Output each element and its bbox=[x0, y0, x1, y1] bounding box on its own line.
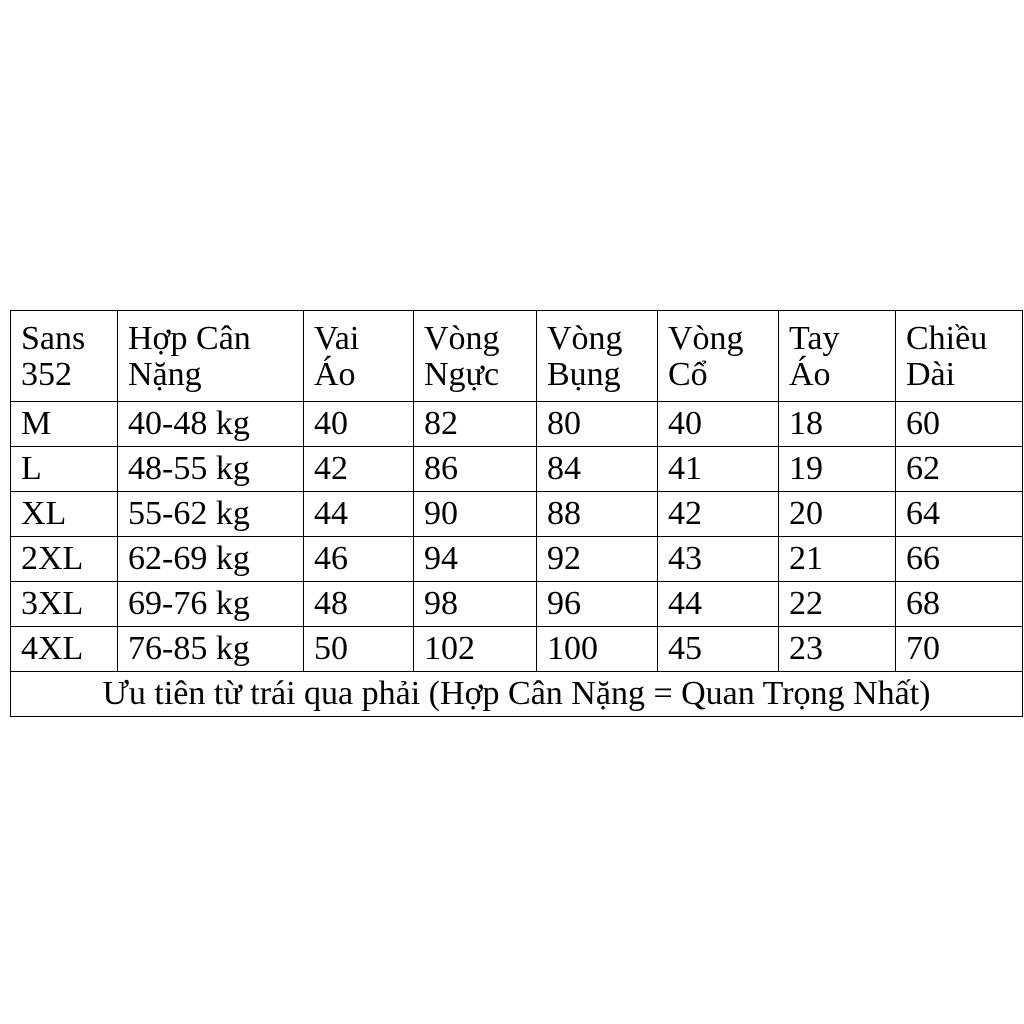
size-chart-body bbox=[11, 311, 1023, 717]
table-cell: 69-76 kg bbox=[118, 582, 304, 627]
header-cell-product bbox=[11, 311, 118, 402]
table-cell: 20 bbox=[779, 492, 896, 537]
header-line: Vòng bbox=[668, 320, 744, 358]
header-cell-sleeve bbox=[779, 311, 896, 402]
header-line: Áo bbox=[789, 356, 831, 393]
table-cell: 98 bbox=[414, 582, 537, 627]
table-cell: 3XL bbox=[11, 582, 118, 627]
header-cell-weight bbox=[118, 311, 304, 402]
footer-row bbox=[11, 672, 1023, 717]
table-cell: 45 bbox=[658, 627, 779, 672]
table-cell: 64 bbox=[896, 492, 1023, 537]
table-cell: 22 bbox=[779, 582, 896, 627]
table-cell: 44 bbox=[304, 492, 414, 537]
table-cell: 46 bbox=[304, 537, 414, 582]
table-cell: 48-55 kg bbox=[118, 447, 304, 492]
table-cell: 40 bbox=[304, 402, 414, 447]
table-cell: 42 bbox=[304, 447, 414, 492]
header-line: Cổ bbox=[668, 356, 708, 393]
table-row bbox=[11, 537, 1023, 582]
table-cell: 55-62 kg bbox=[118, 492, 304, 537]
table-cell: 82 bbox=[414, 402, 537, 447]
table-cell: 2XL bbox=[11, 537, 118, 582]
table-cell: 21 bbox=[779, 537, 896, 582]
header-line: Vòng bbox=[424, 320, 500, 358]
table-cell: 86 bbox=[414, 447, 537, 492]
table-cell: 42 bbox=[658, 492, 779, 537]
table-cell: 68 bbox=[896, 582, 1023, 627]
table-row bbox=[11, 627, 1023, 672]
header-line: Nặng bbox=[128, 356, 202, 393]
header-line: Ngực bbox=[424, 356, 500, 393]
table-cell: M bbox=[11, 402, 118, 447]
header-row bbox=[11, 311, 1023, 402]
table-cell: 94 bbox=[414, 537, 537, 582]
table-row bbox=[11, 582, 1023, 627]
header-line: Dài bbox=[906, 356, 956, 393]
table-cell: 66 bbox=[896, 537, 1023, 582]
table-cell: 19 bbox=[779, 447, 896, 492]
header-line: Vòng bbox=[547, 320, 623, 358]
header-cell-shoulder bbox=[304, 311, 414, 402]
table-cell: 90 bbox=[414, 492, 537, 537]
header-line: Vai bbox=[314, 320, 360, 358]
header-cell-neck bbox=[658, 311, 779, 402]
header-line: Hợp Cân bbox=[128, 320, 251, 358]
table-cell: 76-85 kg bbox=[118, 627, 304, 672]
header-line: Tay bbox=[789, 320, 840, 358]
table-cell: 60 bbox=[896, 402, 1023, 447]
header-line: Chiều bbox=[906, 320, 988, 358]
header-line: Bụng bbox=[547, 356, 621, 393]
table-cell: 23 bbox=[779, 627, 896, 672]
table-row bbox=[11, 492, 1023, 537]
table-cell: XL bbox=[11, 492, 118, 537]
header-cell-length bbox=[896, 311, 1023, 402]
table-cell: 92 bbox=[537, 537, 658, 582]
priority-note: Ưu tiên từ trái qua phải (Hợp Cân Nặng = Quan Trọng Nhất) bbox=[11, 672, 1023, 717]
table-cell: 44 bbox=[658, 582, 779, 627]
table-cell: 18 bbox=[779, 402, 896, 447]
table-cell: 96 bbox=[537, 582, 658, 627]
table-cell: 80 bbox=[537, 402, 658, 447]
table-row bbox=[11, 402, 1023, 447]
table-cell: L bbox=[11, 447, 118, 492]
header-line: Sans bbox=[21, 320, 86, 358]
size-chart-table bbox=[10, 310, 1023, 717]
header-line: Áo bbox=[314, 356, 356, 393]
table-cell: 50 bbox=[304, 627, 414, 672]
table-cell: 102 bbox=[414, 627, 537, 672]
table-row bbox=[11, 447, 1023, 492]
table-cell: 62 bbox=[896, 447, 1023, 492]
table-cell: 88 bbox=[537, 492, 658, 537]
table-cell: 70 bbox=[896, 627, 1023, 672]
table-cell: 41 bbox=[658, 447, 779, 492]
table-cell: 4XL bbox=[11, 627, 118, 672]
table-cell: 62-69 kg bbox=[118, 537, 304, 582]
table-cell: 100 bbox=[537, 627, 658, 672]
table-cell: 40 bbox=[658, 402, 779, 447]
header-cell-chest bbox=[414, 311, 537, 402]
table-cell: 84 bbox=[537, 447, 658, 492]
table-cell: 43 bbox=[658, 537, 779, 582]
table-cell: 48 bbox=[304, 582, 414, 627]
table-cell: 40-48 kg bbox=[118, 402, 304, 447]
header-line: 352 bbox=[21, 356, 72, 393]
header-cell-waist bbox=[537, 311, 658, 402]
